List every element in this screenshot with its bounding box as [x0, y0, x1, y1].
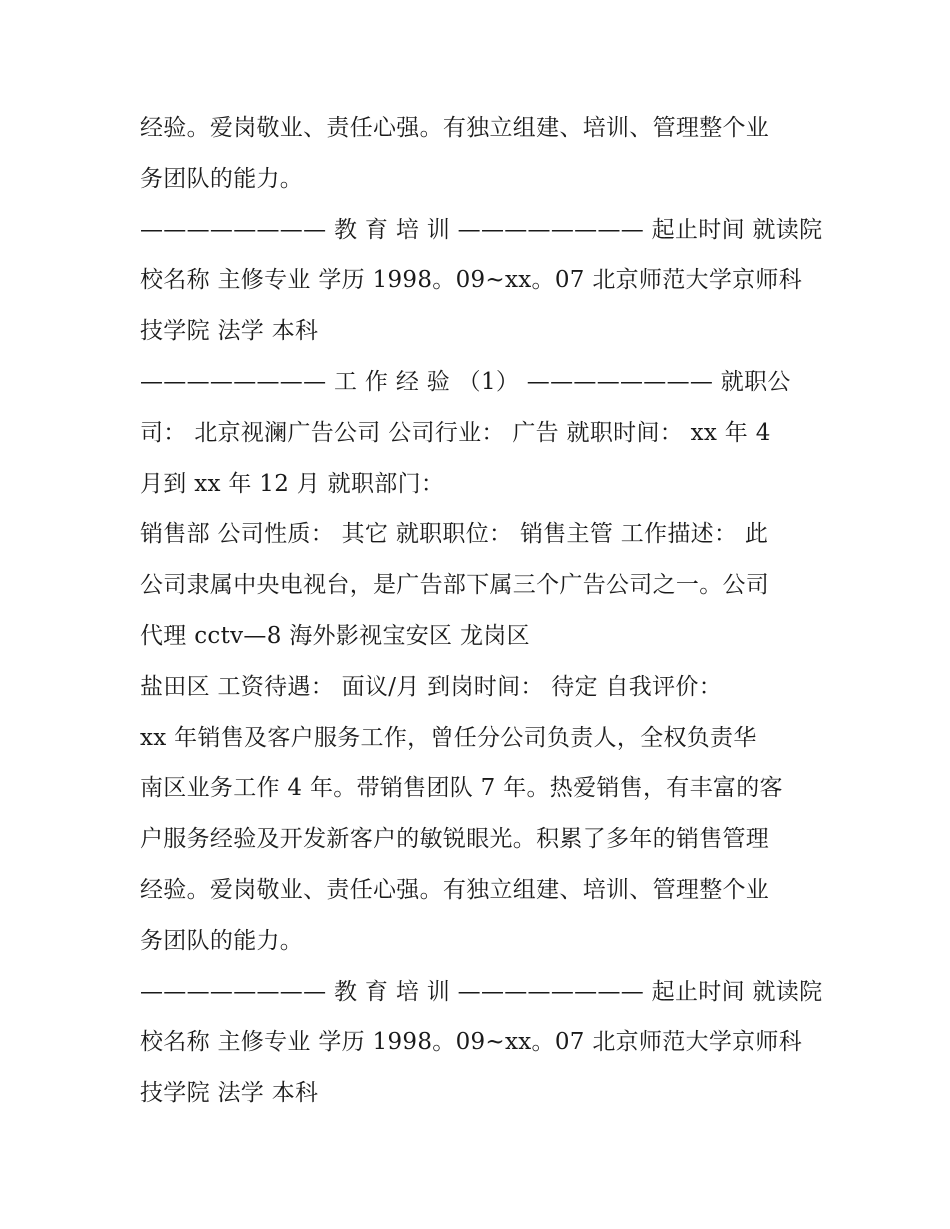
text-line: 盐田区 工资待遇： 面议/月 到岗时间： 待定 自我评价：	[140, 673, 723, 700]
text-line: 户服务经验及开发新客户的敏锐眼光。积累了多年的销售管理	[140, 826, 770, 853]
text-line: 经验。爱岗敬业、责任心强。有独立组建、培训、管理整个业	[140, 876, 770, 903]
text-line: 技学院 法学 本科	[140, 318, 319, 345]
text-line: 销售部 公司性质： 其它 就职职位： 销售主管 工作描述： 此	[140, 521, 769, 548]
text-line: 司： 北京视澜广告公司 公司行业： 广告 就职时间： xx 年 4	[140, 419, 771, 446]
text-line: 务团队的能力。	[140, 927, 304, 954]
text-line: 南区业务工作 4 年。带销售团队 7 年。热爱销售，有丰富的客	[140, 775, 783, 802]
text-line: 代理 cctv—8 海外影视宝安区 龙岗区	[140, 622, 530, 649]
text-line: 技学院 法学 本科	[140, 1080, 319, 1107]
section-heading-education: ———————— 教 育 培 训 ———————— 起止时间 就读院	[140, 216, 823, 243]
text-line: 经验。爱岗敬业、责任心强。有独立组建、培训、管理整个业	[140, 115, 770, 141]
text-line: 校名称 主修专业 学历 1998。09~xx。07 北京师范大学京师科	[140, 1029, 803, 1056]
section-heading-work-experience: ———————— 工 作 经 验 （1） ———————— 就职公	[140, 368, 791, 395]
text-line: 月到 xx 年 12 月 就职部门：	[140, 470, 445, 497]
text-line: xx 年销售及客户服务工作，曾任分公司负责人，全权负责华	[140, 724, 757, 751]
text-line: 公司隶属中央电视台，是广告部下属三个广告公司之一。公司	[140, 572, 770, 599]
section-heading-education: ———————— 教 育 培 训 ———————— 起止时间 就读院	[140, 978, 823, 1005]
text-line: 校名称 主修专业 学历 1998。09~xx。07 北京师范大学京师科	[140, 267, 803, 294]
document-page	[140, 103, 830, 1119]
text-line: 务团队的能力。	[140, 165, 304, 192]
